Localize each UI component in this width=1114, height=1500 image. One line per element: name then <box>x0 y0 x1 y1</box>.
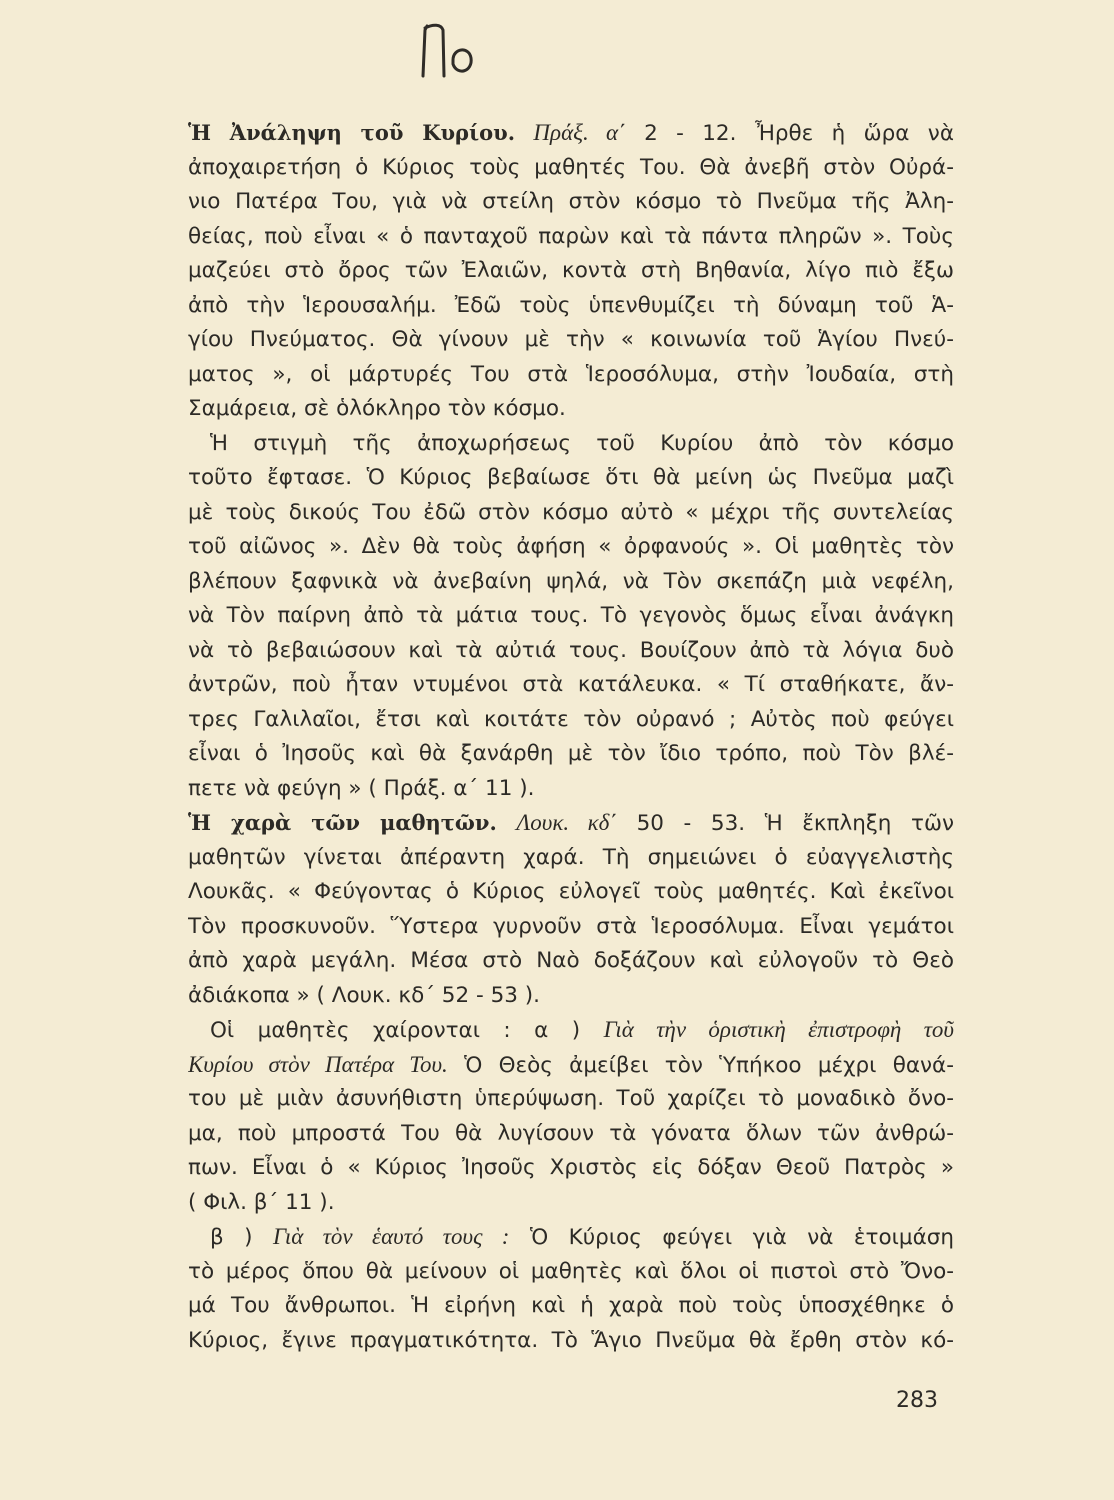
text-line <box>188 116 954 151</box>
main-text <box>188 116 954 1358</box>
text-line: ( Φιλ. β΄ 11 ). <box>188 1189 335 1215</box>
text-line: μαζεύει στὸ ὄρος τῶν Ἐλαιῶν, κοντὰ στὴ Βηθανία, λίγο πιὸ ἔξω <box>188 258 954 283</box>
text-line: ματος », οἱ μάρτυρές Του στὰ Ἱεροσόλυμα, στὴν Ἰουδαία, στὴ <box>188 361 954 387</box>
text-line: μαθητῶν γίνεται ἀπέραντη χαρά. Τὴ σημειώνει ὁ εὐαγγελιστὴς <box>188 844 954 870</box>
section-heading-joy: Ἡ χαρὰ τῶν μαθητῶν. <box>188 810 497 835</box>
text-line: τρες Γαλιλαῖοι, ἔτσι καὶ κοιτάτε τὸν οὐρανό ; Αὐτὸς ποὺ φεύγει <box>188 706 954 732</box>
handwritten-page-note <box>413 14 483 84</box>
text-line <box>188 1013 954 1048</box>
italic-phrase: Γιὰ τὸν ἑαυτό τους : <box>273 1224 510 1249</box>
text-line: γίου Πνεύματος. Θὰ γίνουν μὲ τὴν « κοινωνία τοῦ Ἁγίου Πνεύ- <box>188 327 954 352</box>
text-line: πετε νὰ φεύγη » ( Πράξ. α΄ 11 ). <box>188 775 535 801</box>
text-line: μα, ποὺ μπροστά Του θὰ λυγίσουν τὰ γόνατα ὅλων τῶν ἀνθρώ- <box>188 1120 954 1146</box>
scripture-range: 2 - 12. <box>644 121 737 146</box>
scripture-range: 50 - 53. <box>636 811 746 836</box>
text-line: Ἡ στιγμὴ τῆς ἀποχωρήσεως τοῦ Κυρίου ἀπὸ τὸν κόσμο <box>210 430 954 456</box>
text-line <box>188 1220 954 1255</box>
text-fragment: Ἦρθε ἡ ὥρα νὰ <box>754 121 954 146</box>
text-line: ἀπὸ τὴν Ἱερουσαλήμ. Ἐδῶ τοὺς ὑπενθυμίζει τὴ δύναμη τοῦ Ἁ- <box>188 292 954 318</box>
text-line: πων. Εἶναι ὁ « Κύριος Ἰησοῦς Χριστὸς εἰς δόξαν Θεοῦ Πατρὸς » <box>188 1155 954 1180</box>
text-line: Τὸν προσκυνοῦν. Ὕστερα γυρνοῦν στὰ Ἱεροσόλυμα. Εἶναι γεμάτοι <box>188 913 954 939</box>
text-line: Σαμάρεια, σὲ ὁλόκληρο τὸν κόσμο. <box>188 396 566 421</box>
text-line <box>188 1048 954 1083</box>
text-line: του μὲ μιὰν ἀσυνήθιστη ὑπερύψωση. Τοῦ χαρίζει τὸ μοναδικὸ ὄνο- <box>188 1086 954 1111</box>
section-heading-ascension: Ἡ Ἀνάληψη τοῦ Κυρίου. <box>188 120 516 145</box>
text-fragment: Οἱ μαθητὲς χαίρονται : α ) <box>210 1018 581 1043</box>
text-line: βλέπουν ξαφνικὰ νὰ ἀνεβαίνη ψηλά, νὰ Τὸν σκεπάζη μιὰ νεφέλη, <box>188 568 954 594</box>
text-line: θείας, ποὺ εἶναι « ὁ πανταχοῦ παρὼν καὶ τὰ πάντα πληρῶν ». Τοὺς <box>188 223 954 249</box>
text-line: ἀποχαιρετήση ὁ Κύριος τοὺς μαθητές Του. Θὰ ἀνεβῆ στὸν Οὐρά- <box>188 154 954 180</box>
scripture-reference: Πράξ. α΄ <box>533 120 626 145</box>
text-line: ἀντρῶν, ποὺ ἦταν ντυμένοι στὰ κατάλευκα. « Τί σταθήκατε, ἄν- <box>188 672 954 697</box>
text-fragment: Ἡ ἔκπληξη τῶν <box>764 811 954 836</box>
text-line: μά Του ἄνθρωποι. Ἡ εἰρήνη καὶ ἡ χαρὰ ποὺ τοὺς ὑποσχέθηκε ὁ <box>188 1293 954 1318</box>
text-line: νὰ Τὸν παίρνη ἀπὸ τὰ μάτια τους. Τὸ γεγονὸς ὅμως εἶναι ἀνάγκη <box>188 603 954 628</box>
text-line <box>188 806 954 841</box>
text-fragment: Ὁ Κύριος φεύγει γιὰ νὰ ἑτοιμάση <box>529 1225 954 1250</box>
text-line: τὸ μέρος ὅπου θὰ μείνουν οἱ μαθητὲς καὶ ὅλοι οἱ πιστοὶ στὸ Ὄνο- <box>188 1258 954 1284</box>
text-line: Κύριος, ἔγινε πραγματικότητα. Τὸ Ἅγιο Πνεῦμα θὰ ἔρθη στὸν κό- <box>188 1327 954 1353</box>
italic-phrase: Γιὰ τὴν ὁριστικὴ ἐπιστροφὴ τοῦ <box>603 1017 954 1042</box>
page-number: 283 <box>896 1388 938 1413</box>
text-line: Λουκᾶς. « Φεύγοντας ὁ Κύριος εὐλογεῖ τοὺς μαθητές. Καὶ ἐκεῖνοι <box>188 879 954 904</box>
italic-phrase: Κυρίου στὸν Πατέρα Του. <box>188 1051 448 1077</box>
text-line: τοῦ αἰῶνος ». Δὲν θὰ τοὺς ἀφήση « ὀρφανούς ». Οἱ μαθητὲς τὸν <box>188 534 954 559</box>
text-line: εἶναι ὁ Ἰησοῦς καὶ θὰ ξανάρθη μὲ τὸν ἴδιο τρόπο, ποὺ Τὸν βλέ- <box>188 741 954 766</box>
text-line: νὰ τὸ βεβαιώσουν καὶ τὰ αὐτιά τους. Βουίζουν ἀπὸ τὰ λόγια δυὸ <box>188 637 954 663</box>
text-line: ἀδιάκοπα » ( Λουκ. κδ΄ 52 - 53 ). <box>188 982 541 1008</box>
text-line: νιο Πατέρα Του, γιὰ νὰ στείλη στὸν κόσμο τὸ Πνεῦμα τῆς Ἀλη- <box>188 189 954 214</box>
text-line: ἀπὸ χαρὰ μεγάλη. Μέσα στὸ Ναὸ δοξάζουν καὶ εὐλογοῦν τὸ Θεὸ <box>188 948 954 973</box>
text-line: μὲ τοὺς δικούς Του ἐδῶ στὸν κόσμο αὐτὸ « μέχρι τῆς συντελείας <box>188 499 954 525</box>
text-fragment: Ὁ Θεὸς ἀμείβει τὸν Ὑπήκοο μέχρι θανά- <box>464 1052 954 1078</box>
text-line: τοῦτο ἔφτασε. Ὁ Κύριος βεβαίωσε ὅτι θὰ μείνη ὡς Πνεῦμα μαζὶ <box>188 465 954 490</box>
text-fragment: β ) <box>210 1225 253 1250</box>
scripture-reference: Λουκ. κδ΄ <box>516 810 618 835</box>
